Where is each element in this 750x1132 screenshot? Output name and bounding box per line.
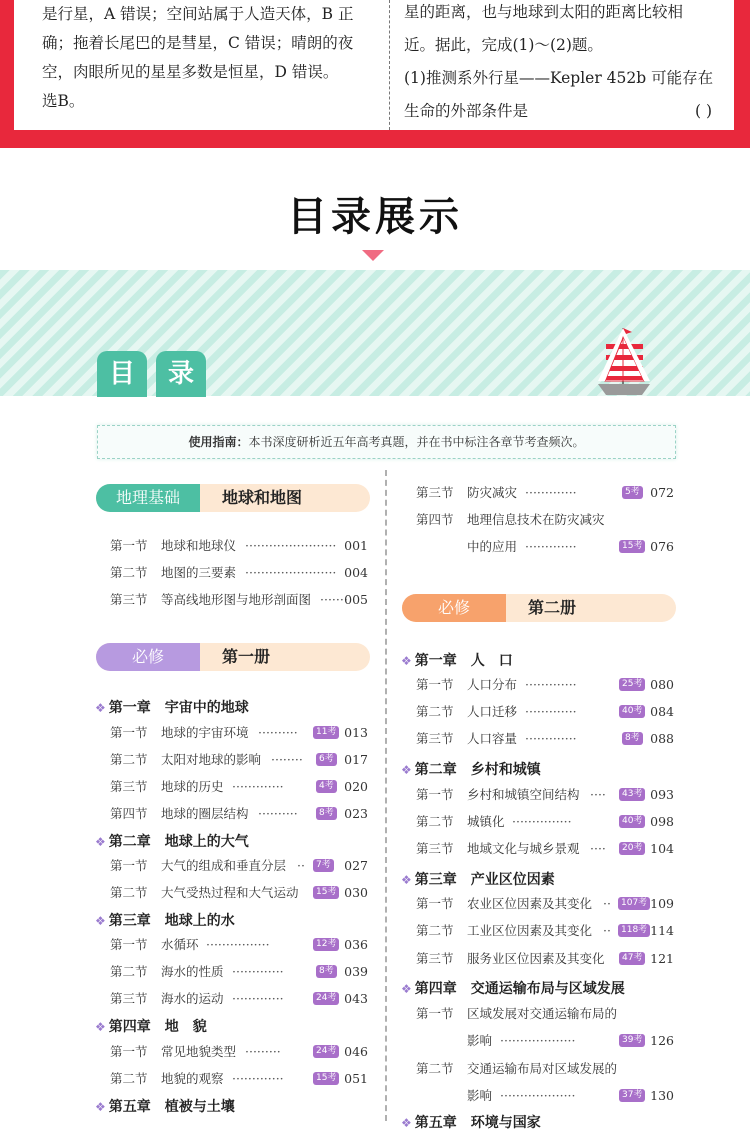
preview-line: 确；拖着长尾巴的是彗星，C 错误；晴朗的夜	[42, 34, 354, 52]
toc-entry[interactable]: 第一节 区域发展对交通运输布局的	[416, 1006, 618, 1021]
chapter-heading[interactable]: ❖ 第一章 人 口	[401, 653, 513, 669]
preview-frame	[0, 0, 750, 148]
toc-entry[interactable]: 第四节 地理信息技术在防灾减灾	[416, 512, 605, 527]
toc-entry[interactable]: 第二节 人口迁移 ············· 40考 084	[416, 704, 674, 719]
toc-entry[interactable]: 第二节 交通运输布局对区域发展的	[416, 1061, 618, 1076]
toc-entry[interactable]: 第一节 乡村和城镇空间结构 ···· 43考 093	[416, 787, 674, 802]
category-header-book1: 必修 第一册	[96, 643, 370, 671]
toc-entry[interactable]: 第二节 城镇化 ··············· 40考 098	[416, 814, 674, 829]
category-header-basics: 地理基础 地球和地图	[96, 484, 370, 512]
toc-entry[interactable]: 第三节 防灾减灾 ············· 5考 072	[416, 485, 674, 500]
mulu-tab-2: 录	[156, 351, 206, 397]
preview-left-column	[42, 0, 378, 116]
toc-entry[interactable]: 第四节 地球的圈层结构 ·········· 8考 023	[110, 806, 368, 821]
preview-page	[14, 0, 734, 130]
chapter-heading[interactable]: ❖ 第四章 交通运输布局与区域发展	[401, 981, 625, 997]
toc-entry[interactable]: 第三节 海水的运动 ············· 24考 043	[110, 991, 368, 1006]
chapter-heading[interactable]: ❖ 第二章 地球上的大气	[95, 834, 249, 850]
toc-entry[interactable]: 第三节 地域文化与城乡景观 ···· 20考 104	[416, 841, 674, 856]
toc-entry[interactable]: 第三节 等高线地形图与地形剖面图 ······· 005	[110, 592, 368, 607]
toc-entry[interactable]: 第三节 服务业区位因素及其变化 47考 121	[416, 951, 674, 966]
toc-entry[interactable]: 第二节 太阳对地球的影响 ········ 6考 017	[110, 752, 368, 767]
chapter-heading[interactable]: ❖ 第四章 地 貌	[95, 1019, 207, 1035]
toc-entry[interactable]: 第一节 常见地貌类型 ········· 24考 046	[110, 1044, 368, 1059]
chapter-heading[interactable]: ❖ 第五章 植被与土壤	[95, 1099, 235, 1115]
preview-right-column	[404, 0, 734, 128]
toc-entry[interactable]: 第一节 水循环 ················ 12考 036	[110, 937, 368, 952]
chapter-heading[interactable]: ❖ 第三章 产业区位因素	[401, 872, 555, 888]
toc-entry-continued[interactable]: 影响 ··················· 39考 126	[467, 1033, 674, 1048]
usage-guide: 使用指南：本书深度研析近五年高考真题，并在书中标注各章节考查频次。	[97, 425, 676, 459]
chapter-heading[interactable]: ❖ 第一章 宇宙中的地球	[95, 700, 249, 716]
toc-entry-continued[interactable]: 中的应用 ············· 15考 076	[467, 539, 674, 554]
chapter-heading[interactable]: ❖ 第五章 环境与国家	[401, 1115, 541, 1131]
toc-entry[interactable]: 第一节 人口分布 ············· 25考 080	[416, 677, 674, 692]
toc-entry[interactable]: 第二节 地貌的观察 ············· 15考 051	[110, 1071, 368, 1086]
page-heading: 目录展示	[287, 194, 463, 240]
toc-entry[interactable]: 第三节 人口容量 ············· 8考 088	[416, 731, 674, 746]
toc-entry[interactable]: 第一节 地球的宇宙环境 ·········· 11考 013	[110, 725, 368, 740]
preview-line: 是行星，A 错误；空间站属于人造天体，B 正	[42, 5, 354, 23]
column-divider	[385, 470, 387, 1121]
sailboat-icon	[592, 326, 654, 398]
toc-entry[interactable]: 第二节 海水的性质 ············· 8考 039	[110, 964, 368, 979]
chapter-heading[interactable]: ❖ 第二章 乡村和城镇	[401, 762, 541, 778]
preview-line: 星的距离，也与地球到太阳的距离比较相	[404, 3, 684, 21]
toc-entry[interactable]: 第二节 地图的三要素 ······················· 004	[110, 565, 368, 580]
chapter-heading[interactable]: ❖ 第三章 地球上的水	[95, 913, 235, 929]
toc-entry-continued[interactable]: 影响 ··················· 37考 130	[467, 1088, 674, 1103]
answer-bracket: ( )	[694, 102, 712, 120]
heading-pointer	[362, 250, 384, 261]
preview-line: (1)推测系外行星——Kepler 452b 可能存在	[404, 69, 714, 87]
toc-entry[interactable]: 第三节 地球的历史 ············· 4考 020	[110, 779, 368, 794]
preview-line: 选B。	[42, 92, 85, 110]
category-header-book2: 必修 第二册	[402, 594, 676, 622]
toc-entry[interactable]: 第一节 农业区位因素及其变化 ·· 107考 109	[416, 896, 674, 911]
preview-divider	[389, 0, 390, 130]
mulu-tab-1: 目	[97, 351, 147, 397]
preview-line: 近。据此，完成(1)～(2)题。	[404, 36, 603, 54]
preview-line: 生命的外部条件是 ( )	[404, 95, 734, 128]
toc-entry[interactable]: 第二节 工业区位因素及其变化 ·· 118考 114	[416, 923, 674, 938]
preview-line: 空，肉眼所见的星星多数是恒星，D 错误。	[42, 63, 339, 81]
toc-entry[interactable]: 第二节 大气受热过程和大气运动 15考 030	[110, 885, 368, 900]
toc-entry[interactable]: 第一节 大气的组成和垂直分层 ·· 7考 027	[110, 858, 368, 873]
toc-entry[interactable]: 第一节 地球和地球仪 ······················· 001	[110, 538, 368, 553]
